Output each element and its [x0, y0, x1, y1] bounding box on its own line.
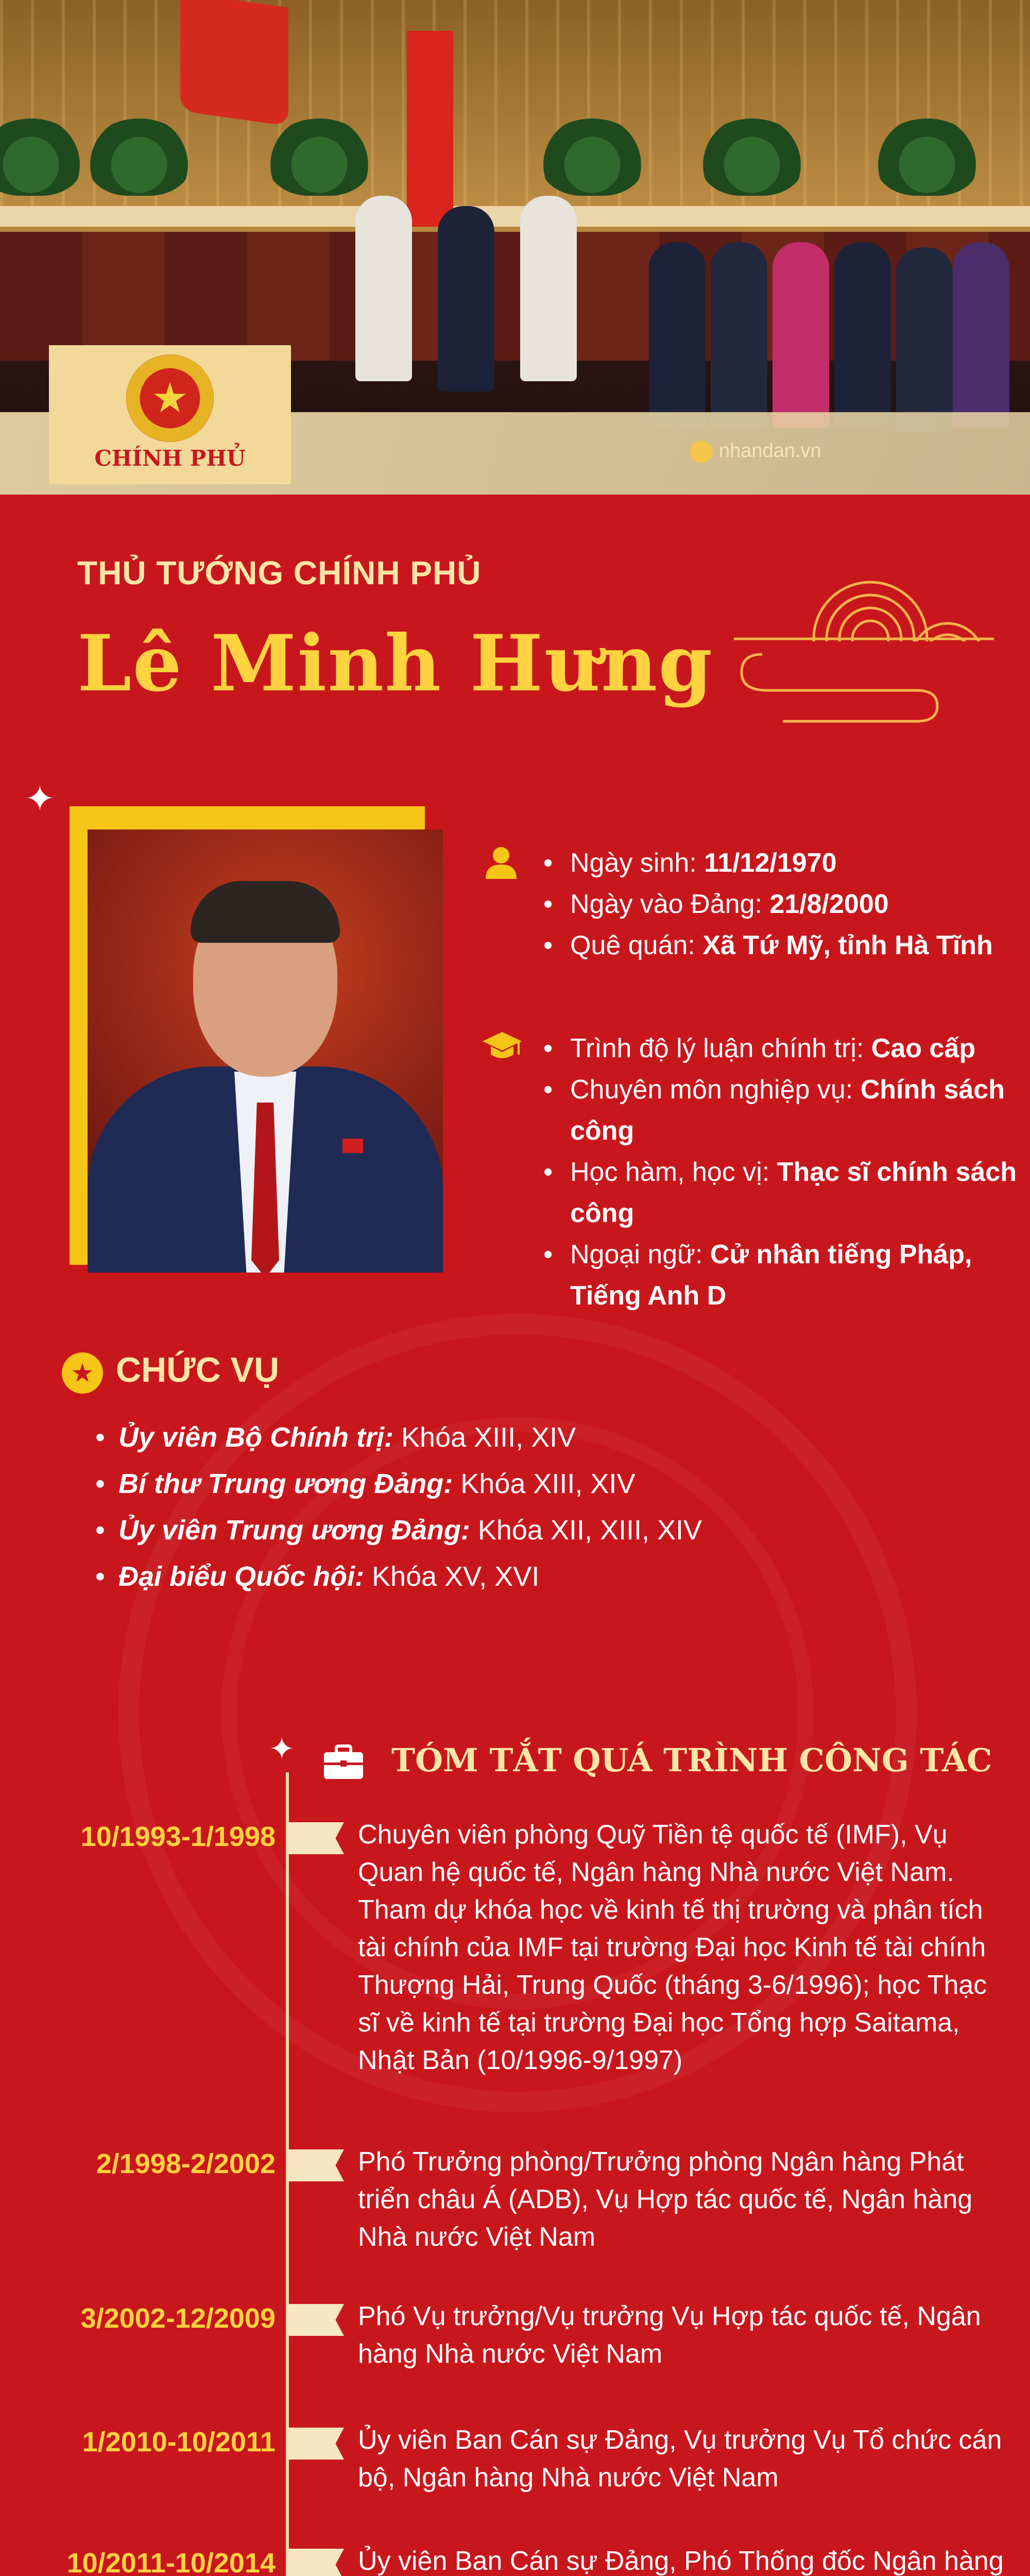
- timeline-date: 3/2002-12/2009: [80, 2303, 276, 2334]
- hometown: • Quê quán: Xã Tứ Mỹ, tỉnh Hà Tĩnh: [543, 925, 1022, 966]
- person-name: Lê Minh Hưng: [77, 618, 714, 709]
- timeline-description: Chuyên viên phòng Quỹ Tiền tệ quốc tế (IMF), Vụ Quan hệ quốc tế, Ngân hàng Nhà nước Việt Nam. Tham dự khóa học về kinh tế thị trường và phân tích tài chính của IMF tại trường Đại học Kinh tế tài chính Thượng Hải, Trung Quốc (tháng 3-6/1996); học Thạc sĩ về kinh tế tại trường Đại học Tổng hợp Saitama, Nhật Bản (10/1996-9/1997): [358, 1820, 987, 2075]
- cloud-ornament-icon: [731, 551, 999, 737]
- timeline-title: TÓM TẮT QUÁ TRÌNH CÔNG TÁC: [391, 1741, 992, 1779]
- source-logo-icon: [690, 440, 713, 463]
- timeline-flag-marker: [287, 2304, 344, 2336]
- timeline-date: 2/1998-2/2002: [96, 2148, 276, 2179]
- timeline-date: 10/1993-1/1998: [80, 1821, 276, 1852]
- education-info-list: [543, 1028, 1022, 1316]
- person-icon: [483, 845, 519, 881]
- star-badge-icon: ★: [62, 1352, 103, 1394]
- source-text: nhandan.vn: [719, 440, 821, 462]
- position-item: • Đại biểu Quốc hội: Khóa XV, XVI: [95, 1553, 702, 1600]
- timeline-description: Ủy viên Ban Cán sự Đảng, Phó Thống đốc Ngân hàng: [358, 2546, 1004, 2576]
- flag-graphic: [180, 0, 288, 126]
- position-item: • Bí thư Trung ương Đảng: Khóa XIII, XIV: [95, 1461, 702, 1507]
- emblem-icon: ★: [126, 354, 214, 442]
- position-item: • Ủy viên Bộ Chính trị: Khóa XIII, XIV: [95, 1414, 702, 1461]
- professional-major: • Chuyên môn nghiệp vụ: Chính sách công: [543, 1069, 1022, 1151]
- timeline-flag-marker: [287, 2149, 344, 2181]
- position-subtitle: THỦ TƯỚNG CHÍNH PHỦ: [77, 554, 482, 591]
- political-theory-level: • Trình độ lý luận chính trị: Cao cấp: [543, 1028, 1022, 1069]
- timeline-description: Phó Trưởng phòng/Trưởng phòng Ngân hàng Phát triển châu Á (ADB), Vụ Hợp tác quốc tế, Ngân hàng Nhà nước Việt Nam: [358, 2147, 973, 2252]
- portrait-photo: [88, 829, 443, 1273]
- sparkle-icon: ✦: [269, 1732, 295, 1766]
- personal-info-list: [543, 842, 1022, 966]
- positions-list: [95, 1414, 702, 1600]
- graduation-cap-icon: [482, 1028, 523, 1064]
- source-credit: [690, 438, 821, 464]
- academic-degree: • Học hàm, học vị: Thạc sĩ chính sách công: [543, 1151, 1022, 1234]
- briefcase-icon: [322, 1744, 365, 1781]
- timeline-flag-marker: [287, 2549, 344, 2576]
- sparkle-icon: ✦: [25, 778, 55, 819]
- emblem-label: CHÍNH PHỦ: [94, 446, 246, 471]
- birth-date: • Ngày sinh: 11/12/1970: [543, 842, 1022, 884]
- timeline-flag-marker: [287, 1822, 344, 1854]
- positions-title: CHỨC VỤ: [116, 1350, 280, 1389]
- position-item: • Ủy viên Trung ương Đảng: Khóa XII, XIII, XIV: [95, 1507, 702, 1553]
- timeline-description: Phó Vụ trưởng/Vụ trưởng Vụ Hợp tác quốc tế, Ngân hàng Nhà nước Việt Nam: [358, 2301, 981, 2369]
- timeline-date: 10/2011-10/2014: [66, 2548, 276, 2576]
- foreign-language: • Ngoại ngữ: Cử nhân tiếng Pháp, Tiếng Anh D: [543, 1234, 1022, 1316]
- party-join-date: • Ngày vào Đảng: 21/8/2000: [543, 884, 1022, 925]
- government-emblem: [49, 345, 291, 484]
- timeline-description: Ủy viên Ban Cán sự Đảng, Vụ trưởng Vụ Tổ chức cán bộ, Ngân hàng Nhà nước Việt Nam: [358, 2425, 1002, 2493]
- timeline-flag-marker: [287, 2428, 344, 2460]
- timeline-date: 1/2010-10/2011: [82, 2427, 276, 2458]
